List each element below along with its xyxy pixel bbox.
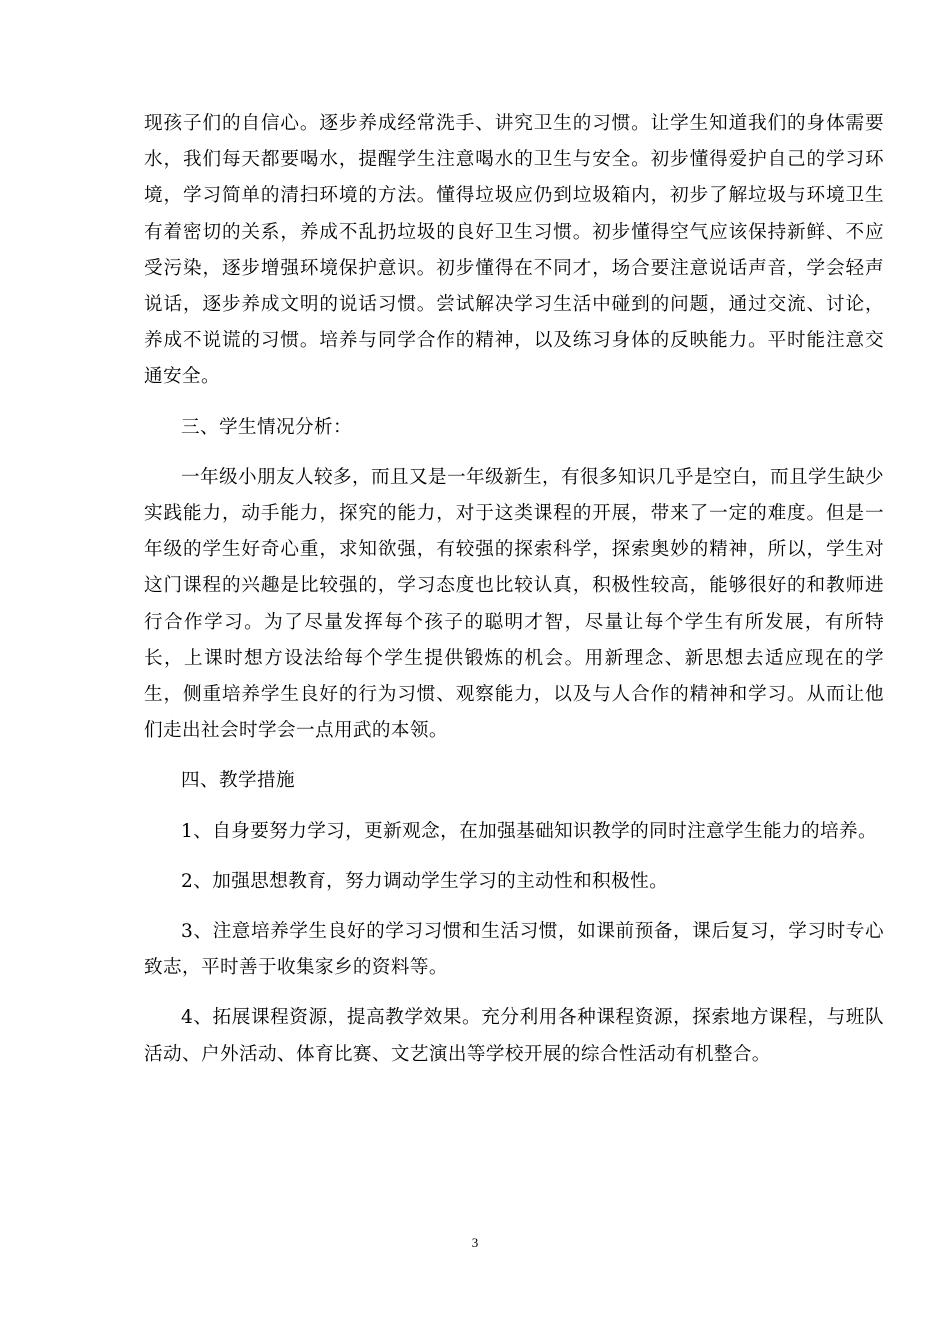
document-body bbox=[144, 106, 884, 1073]
measure-item-2: 2、加强思想教育，努力调动学生学习的主动性和积极性。 bbox=[181, 870, 669, 892]
paragraph-continued: 现孩子们的自信心。逐步养成经常洗手、讲究卫生的习惯。让学生知道我们的身体需要水，我们每天都要喝水，提醒学生注意喝水的卫生与安全。初步懂得爱护自己的学习环境，学习简单的清扫环境的方法。懂得垃圾应仍到垃圾箱内，初步了解垃圾与环境卫生有着密切的关系，养成不乱扔垃圾的良好卫生习惯。初步懂得空气应该保持新鲜、不应受污染，逐步增强环境保护意识。初步懂得在不同才，场合要注意说话声音，学会轻声说话，逐步养成文明的说话习惯。尝试解决学习生活中碰到的问题，通过交流、讨论，养成不说谎的习惯。培养与同学合作的精神，以及练习身体的反映能力。平时能注意交通安全。 bbox=[144, 113, 884, 388]
measure-item-1: 1、自身要努力学习，更新观念，在加强基础知识教学的同时注意学生能力的培养。 bbox=[181, 820, 878, 842]
measure-item-4: 4、拓展课程资源，提高教学效果。充分利用各种课程资源，探索地方课程，与班队活动、户外活动、体育比赛、文艺演出等学校开展的综合性活动有机整合。 bbox=[144, 1007, 884, 1065]
section-heading-teaching-measures: 四、教学措施 bbox=[181, 770, 295, 792]
measure-item-3: 3、注意培养学生良好的学习习惯和生活习惯，如课前预备，课后复习，学习时专心致志，平时善于收集家乡的资料等。 bbox=[144, 921, 884, 979]
section-heading-student-analysis: 三、学生情况分析： bbox=[181, 416, 352, 438]
page-number: 3 bbox=[471, 1235, 479, 1250]
paragraph-student-analysis: 一年级小朋友人较多，而且又是一年级新生，有很多知识几乎是空白，而且学生缺少实践能力，动手能力，探究的能力，对于这类课程的开展，带来了一定的难度。但是一年级的学生好奇心重，求知欲强，有较强的探索科学，探索奥妙的精神，所以，学生对这门课程的兴趣是比较强的，学习态度也比较认真，积极性较高，能够很好的和教师进行合作学习。为了尽量发挥每个孩子的聪明才智，尽量让每个学生有所发展，有所特长，上课时想方设法给每个学生提供锻炼的机会。用新理念、新思想去适应现在的学生，侧重培养学生良好的行为习惯、观察能力，以及与人合作的精神和学习。从而让他们走出社会时学会一点用武的本领。 bbox=[144, 466, 884, 742]
